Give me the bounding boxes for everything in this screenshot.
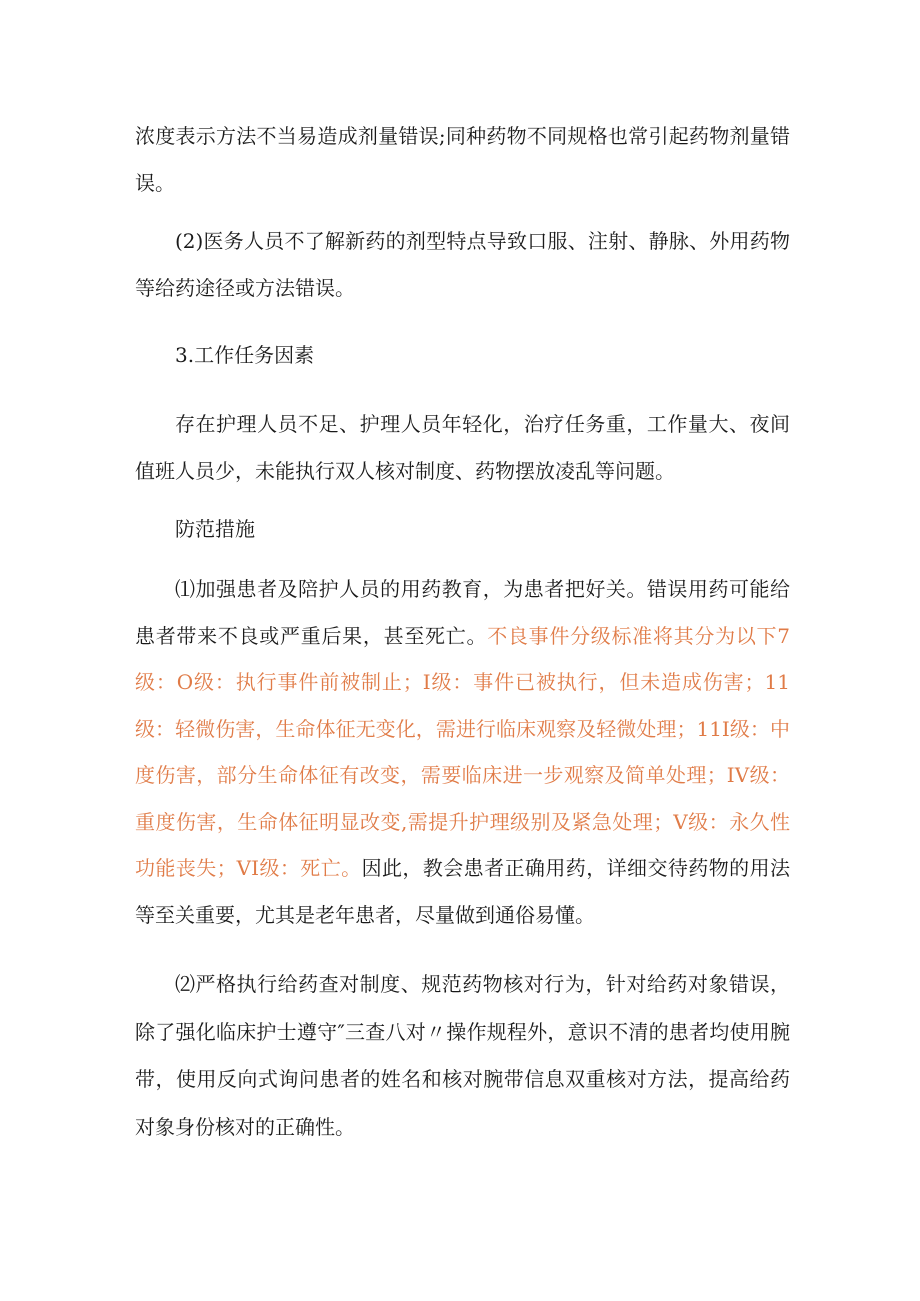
patient-education-lead: ⑴加强患者及陪护人员的用药教育，为患者把好关。错误用药可能给患者带来不良或严重后果，甚至死亡。 bbox=[135, 577, 790, 648]
heading-work-task-factors: 3.工作任务因素 bbox=[175, 343, 315, 367]
paragraph-route-error: (2)医务人员不了解新药的剂型特点导致口服、注射、静脉、外用药物等给药途径或方法错误。 bbox=[135, 229, 790, 300]
adverse-event-grading-highlight: 不良事件分级标准将其分为以下7级：O级：执行事件前被制止；I级：事件已被执行，但未造成伤害；11级：轻微伤害，生命体征无变化，需进行临床观察及轻微处理；11I级：中度伤害，部分生命体征有改变，需要临床进一步观察及简单处理；IV级：重度伤害，生命体征明显改变,需提升护理级别及紧急处理；V级：永久性功能丧失；VI级：死亡。 bbox=[135, 623, 790, 880]
heading-preventive-measures: 防范措施 bbox=[175, 517, 255, 541]
patient-education-tail: 因此，教会患者正确用药，详细交待药物的用法等至关重要，尤其是老年患者，尽量做到通俗易懂。 bbox=[135, 856, 790, 927]
paragraph-patient-education bbox=[135, 566, 790, 938]
paragraph-dose-error: 浓度表示方法不当易造成剂量错误;同种药物不同规格也常引起药物剂量错误。 bbox=[135, 124, 790, 195]
paragraph-staffing-issues: 存在护理人员不足、护理人员年轻化，治疗任务重，工作量大、夜间值班人员少，未能执行双人核对制度、药物摆放凌乱等问题。 bbox=[135, 412, 790, 483]
paragraph-verification-system: ⑵严格执行给药查对制度、规范药物核对行为，针对给药对象错误，除了强化临床护士遵守″三查八对〃操作规程外，意识不清的患者均使用腕带，使用反向式询问患者的姓名和核对腕带信息双重核对方法，提高给药对象身份核对的正确性。 bbox=[135, 972, 790, 1139]
